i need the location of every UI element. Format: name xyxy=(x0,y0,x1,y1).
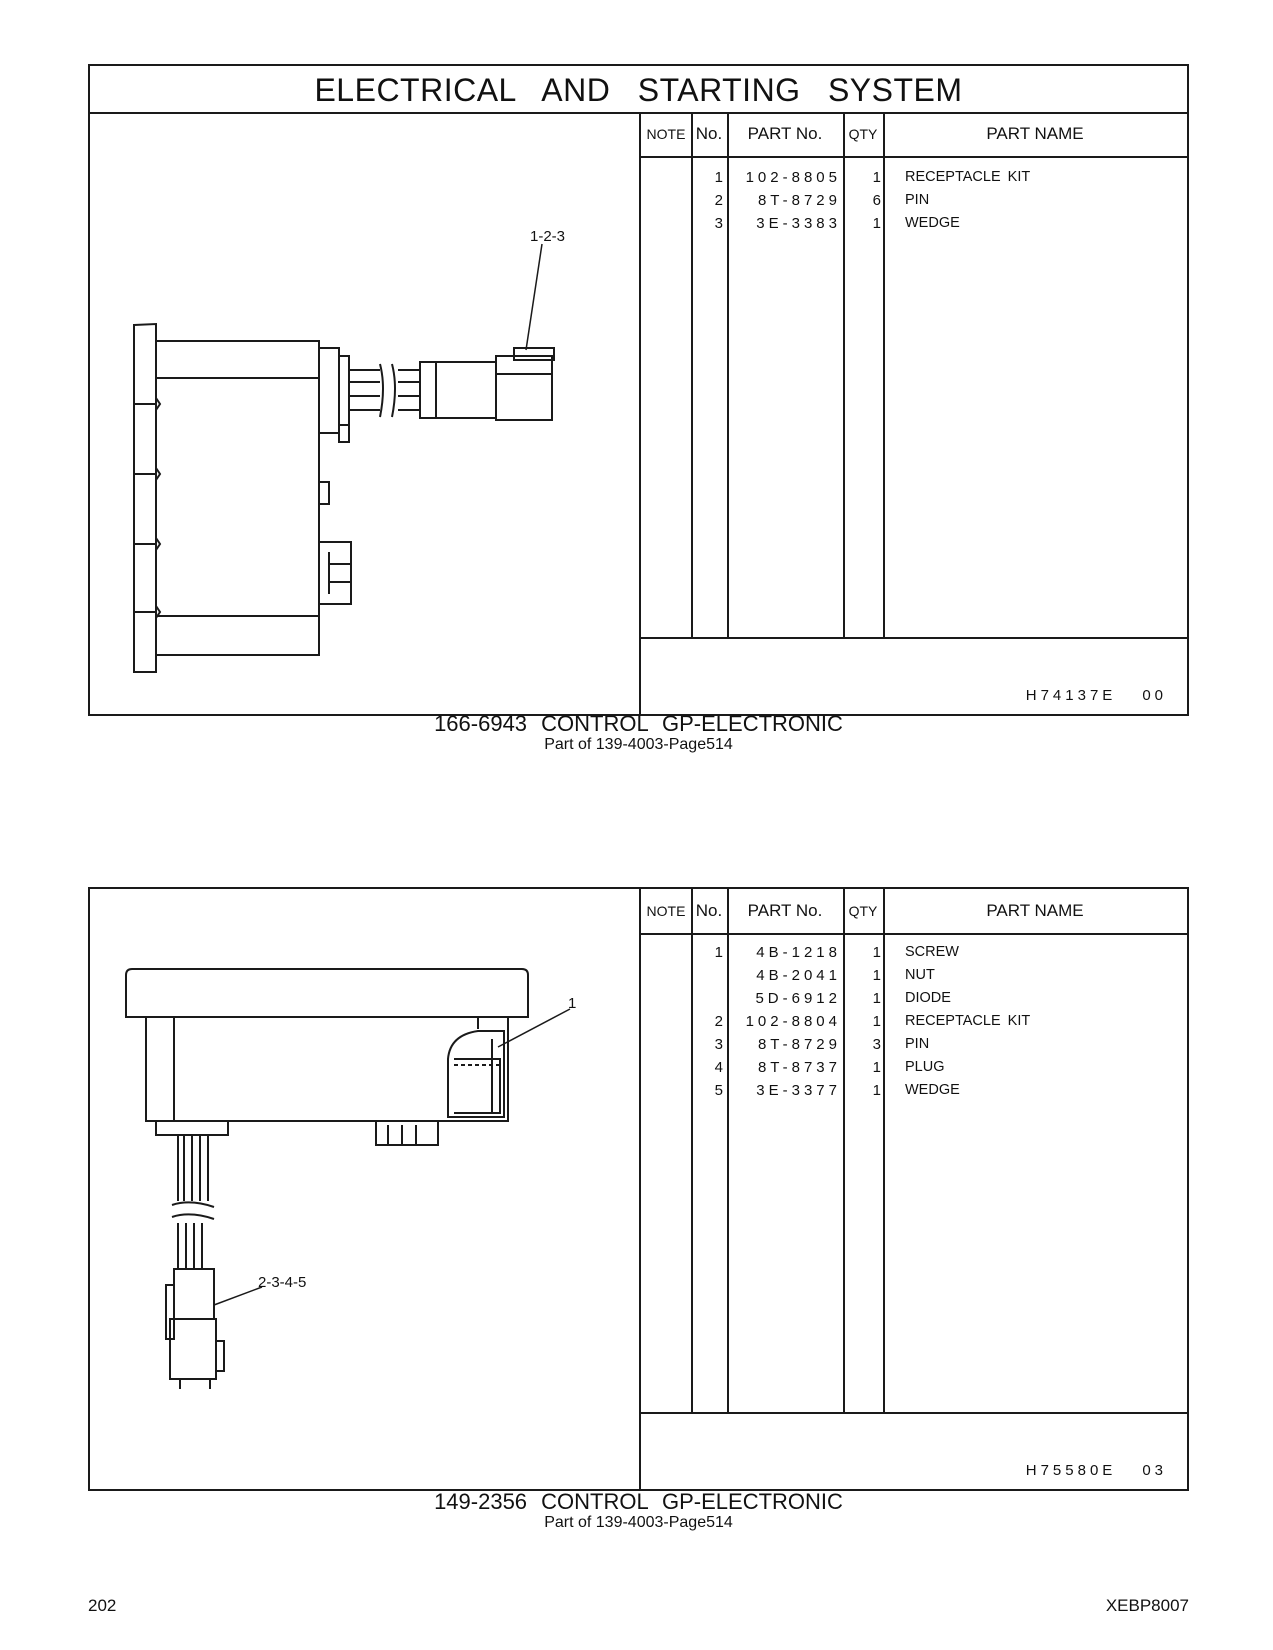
part-number: 8T-8729 xyxy=(757,1036,841,1053)
part-number: 8T-8729 xyxy=(757,192,841,209)
item-no: 4 xyxy=(714,1059,723,1076)
header-part-no: PART No. xyxy=(747,901,823,920)
item-no: 2 xyxy=(714,192,723,209)
callout-2-3-4-5: 2-3-4-5 xyxy=(258,1274,307,1291)
figure-revision: 00 xyxy=(1142,687,1167,704)
parts-panel-2 xyxy=(88,887,1189,1491)
table-header xyxy=(641,889,1187,935)
parts-table-2 xyxy=(641,889,1187,1489)
table-row xyxy=(641,964,1187,987)
figure-code-id: H74137E xyxy=(1025,687,1117,704)
figure-revision: 03 xyxy=(1142,1462,1167,1479)
part-name: PIN xyxy=(905,192,930,208)
table-row xyxy=(641,1079,1187,1102)
part-name: WEDGE xyxy=(905,1082,960,1098)
part-name: SCREW xyxy=(905,944,959,960)
table-row xyxy=(641,1010,1187,1033)
caption-title: 166-6943 CONTROL GP-ELECTRONIC xyxy=(434,711,843,736)
caption-subtitle: Part of 139-4003-Page514 xyxy=(544,736,733,753)
table-row xyxy=(641,1056,1187,1079)
quantity: 1 xyxy=(872,990,881,1007)
quantity: 1 xyxy=(872,1013,881,1030)
item-no: 1 xyxy=(714,944,723,961)
part-number: 4B-1218 xyxy=(756,944,841,961)
item-no: 5 xyxy=(714,1082,723,1099)
figure-code xyxy=(1026,1462,1167,1479)
table-row xyxy=(641,189,1187,212)
header-qty: QTY xyxy=(848,903,878,919)
parts-table-1 xyxy=(641,112,1187,714)
quantity: 6 xyxy=(872,192,881,209)
item-no: 3 xyxy=(714,215,723,232)
item-no: 1 xyxy=(714,169,723,186)
part-number: 8T-8737 xyxy=(757,1059,841,1076)
page-number: 202 xyxy=(88,1596,117,1615)
parts-panel-1 xyxy=(88,64,1189,716)
table-row xyxy=(641,987,1187,1010)
part-name: WEDGE xyxy=(905,215,960,231)
diagram-2 xyxy=(90,889,641,1489)
header-no: No. xyxy=(695,901,723,920)
part-number: 5D-6912 xyxy=(755,990,841,1007)
item-no: 2 xyxy=(714,1013,723,1030)
part-name: RECEPTACLE KIT xyxy=(905,169,1031,185)
control-unit-side-view-illustration xyxy=(90,112,639,714)
table-row xyxy=(641,1033,1187,1056)
part-number: 4B-2041 xyxy=(756,967,841,984)
part-name: NUT xyxy=(905,967,935,983)
quantity: 1 xyxy=(872,944,881,961)
figure-caption-2 xyxy=(88,1490,1189,1532)
header-note: NOTE xyxy=(646,126,686,142)
quantity: 1 xyxy=(872,169,881,186)
document-id: XEBP8007 xyxy=(1105,1596,1189,1615)
diagram-1 xyxy=(90,112,641,714)
quantity: 1 xyxy=(872,215,881,232)
control-unit-top-view-illustration xyxy=(90,889,639,1489)
header-no: No. xyxy=(695,124,723,143)
quantity: 1 xyxy=(872,967,881,984)
part-name: PIN xyxy=(905,1036,930,1052)
part-name: PLUG xyxy=(905,1059,945,1075)
caption-subtitle: Part of 139-4003-Page514 xyxy=(544,1514,733,1531)
table-row xyxy=(641,941,1187,964)
table-row xyxy=(641,212,1187,235)
quantity: 3 xyxy=(872,1036,881,1053)
part-name: RECEPTACLE KIT xyxy=(905,1013,1031,1029)
item-no: 3 xyxy=(714,1036,723,1053)
part-number: 102-8805 xyxy=(745,169,841,186)
part-name: DIODE xyxy=(905,990,951,1006)
figure-code xyxy=(1026,687,1167,704)
header-part-name: PART NAME xyxy=(986,901,1084,920)
figure-code-id: H75580E xyxy=(1025,1462,1117,1479)
section-title: ELECTRICAL AND STARTING SYSTEM xyxy=(90,66,1187,114)
part-number: 102-8804 xyxy=(745,1013,841,1030)
header-part-name: PART NAME xyxy=(986,124,1084,143)
header-qty: QTY xyxy=(848,126,878,142)
table-row xyxy=(641,166,1187,189)
header-part-no: PART No. xyxy=(747,124,823,143)
part-number: 3E-3383 xyxy=(756,215,841,232)
table-footer xyxy=(641,1412,1187,1489)
callout-1: 1 xyxy=(568,995,577,1012)
part-number: 3E-3377 xyxy=(756,1082,841,1099)
quantity: 1 xyxy=(872,1082,881,1099)
figure-caption-1 xyxy=(88,712,1189,754)
table-footer xyxy=(641,637,1187,714)
table-header xyxy=(641,112,1187,158)
callout-1-2-3: 1-2-3 xyxy=(530,228,566,245)
header-note: NOTE xyxy=(646,903,686,919)
caption-title: 149-2356 CONTROL GP-ELECTRONIC xyxy=(434,1489,843,1514)
quantity: 1 xyxy=(872,1059,881,1076)
